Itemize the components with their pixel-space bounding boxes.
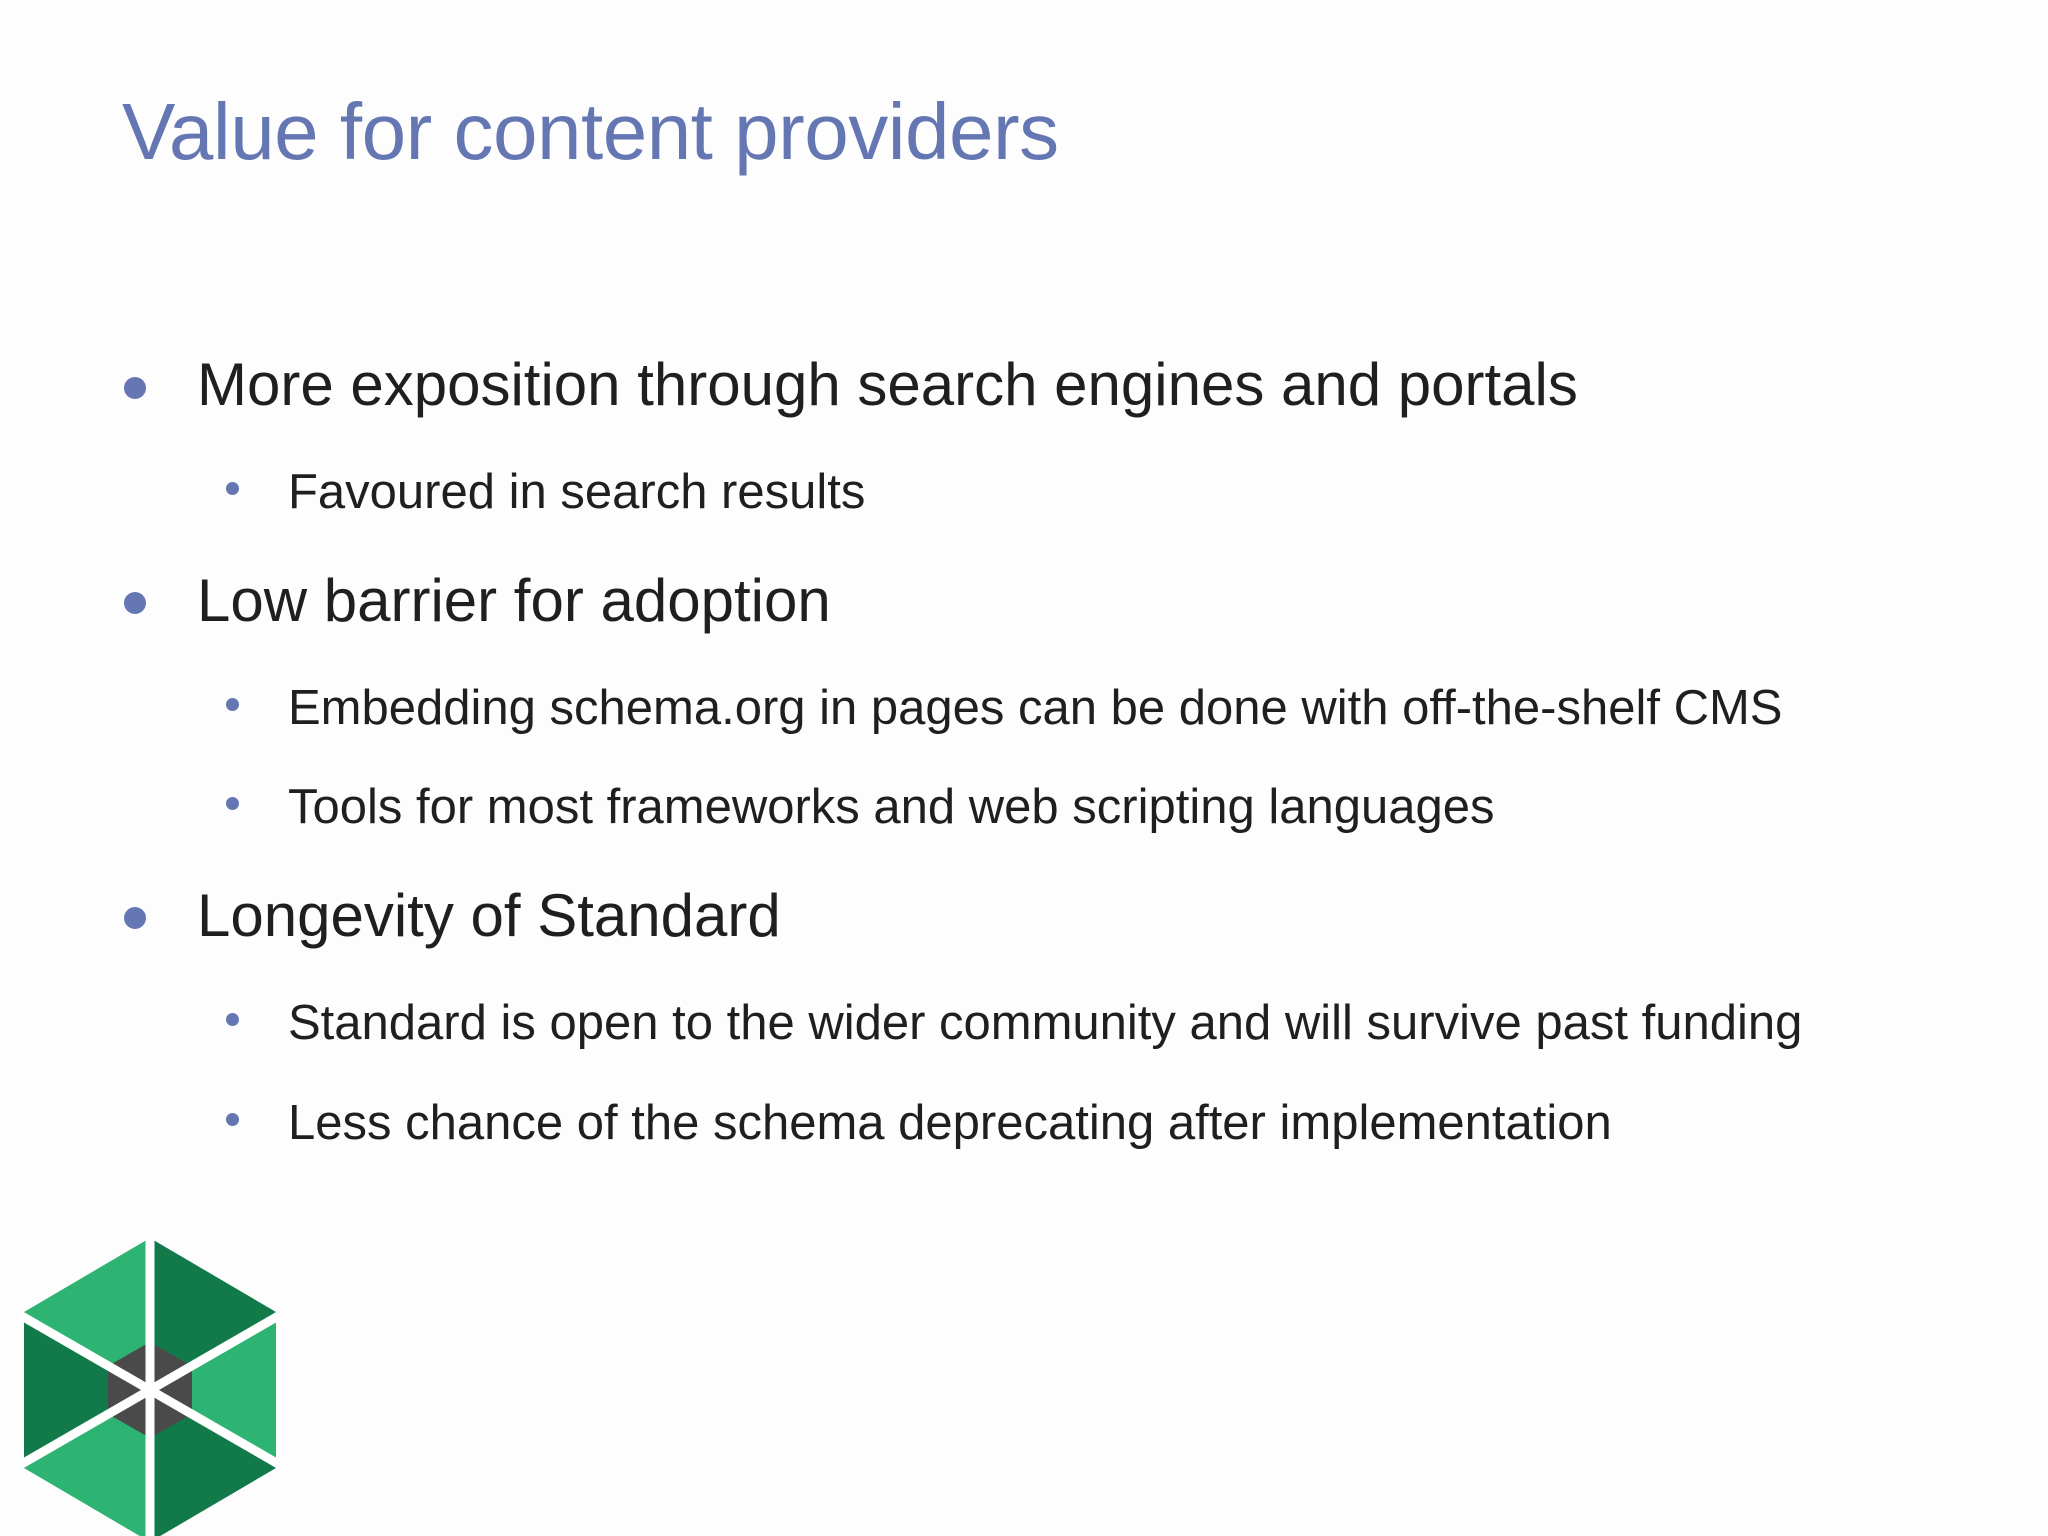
sub-bullet-text: Standard is open to the wider community and will survive past funding xyxy=(288,996,1803,1050)
bullet-text: Low barrier for adoption xyxy=(197,567,831,634)
sub-bullet-text: Embedding schema.org in pages can be done with off-the-shelf CMS xyxy=(288,681,1783,735)
sub-bullet-text: Favoured in search results xyxy=(288,465,866,519)
bullet-dot-icon xyxy=(124,377,146,399)
bullet-text: Longevity of Standard xyxy=(197,882,781,949)
green-hexagon-logo-icon xyxy=(14,1234,286,1536)
sub-bullet-dot-icon xyxy=(226,1013,239,1026)
slide-title: Value for content providers xyxy=(122,87,1059,176)
sub-bullet-dot-icon xyxy=(226,1113,239,1126)
sub-bullet-text: Tools for most frameworks and web scripting languages xyxy=(288,780,1495,834)
sub-bullet-dot-icon xyxy=(226,797,239,810)
bullet-text: More exposition through search engines and portals xyxy=(197,351,1578,418)
sub-bullet-dot-icon xyxy=(226,482,239,495)
bullet-dot-icon xyxy=(124,592,146,614)
sub-bullet-dot-icon xyxy=(226,698,239,711)
bullet-dot-icon xyxy=(124,907,146,929)
sub-bullet-text: Less chance of the schema deprecating after implementation xyxy=(288,1096,1612,1150)
